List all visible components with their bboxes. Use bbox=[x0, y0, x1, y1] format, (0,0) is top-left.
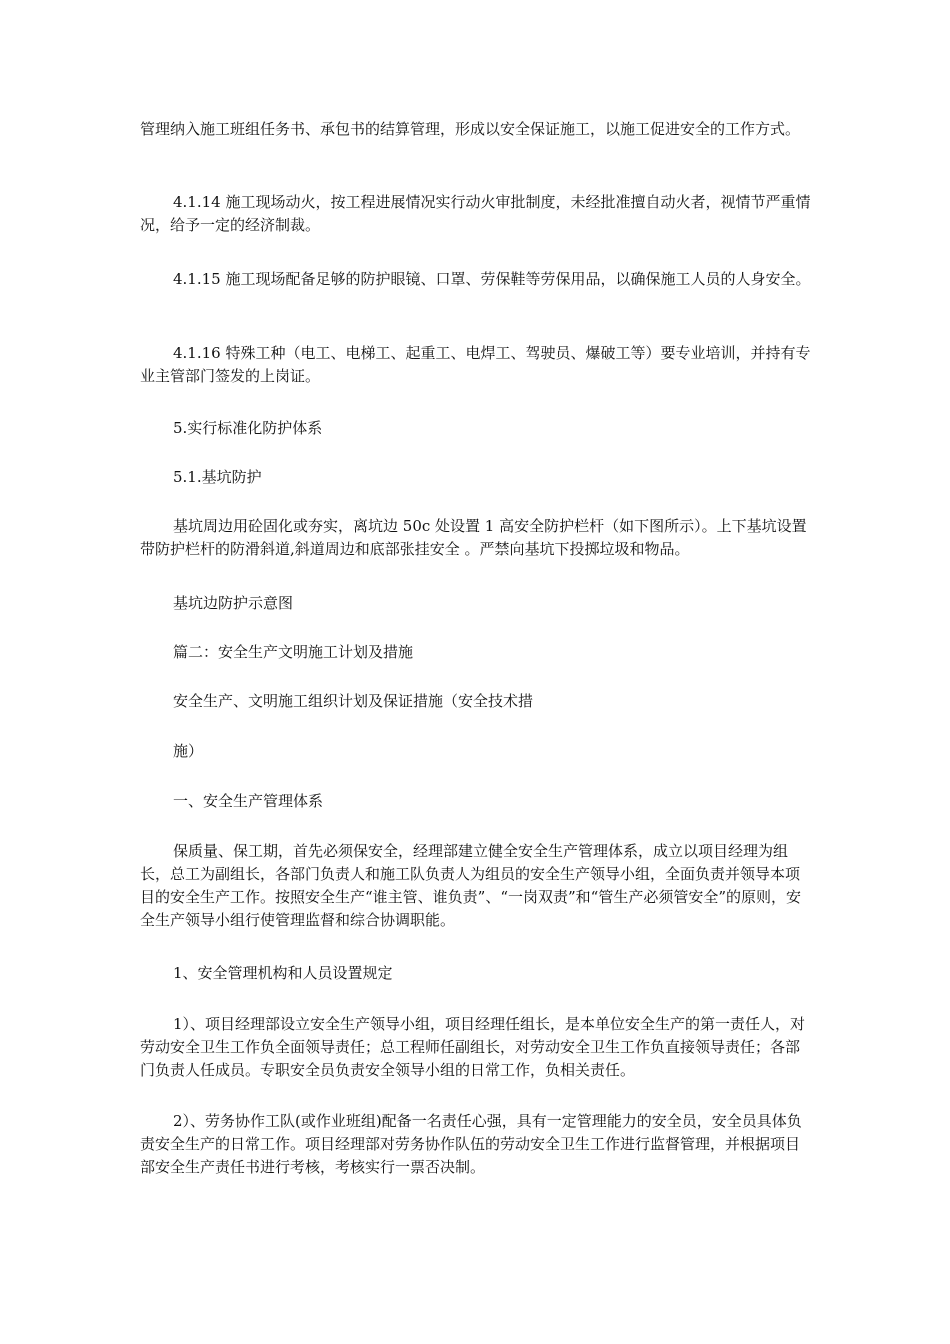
title-line-1: 安全生产、文明施工组织计划及保证措施（安全技术措 bbox=[173, 692, 534, 710]
heading-organization: 1、安全管理机构和人员设置规定 bbox=[173, 964, 393, 982]
paragraph-foundation-pit: 基坑周边用砼固化或夯实，离坑边 50c 处设置 1 高安全防护栏杆（如下图所示）。上下基坑设置带防护栏杆的防滑斜道,斜道周边和底部张挂安全 。严禁向基坑下投掷垃圾和物品。 bbox=[140, 517, 807, 558]
paragraph-4-1-15: 4.1.15 施工现场配备足够的防护眼镜、口罩、劳保鞋等劳保用品，以确保施工人员的人身安全。 bbox=[173, 270, 811, 288]
paragraph-4-1-16: 4.1.16 特殊工种（电工、电梯工、起重工、电焊工、驾驶员、爆破工等）要专业培训，并持有专业主管部门签发的上岗证。 bbox=[140, 344, 811, 385]
paragraph-item-2: 2）、劳务协作工队(或作业班组)配备一名责任心强，具有一定管理能力的安全员，安全员具体负责安全生产的日常工作。项目经理部对劳务协作队伍的劳动安全卫生工作进行监督管理，并根据项目部安全生产责任书进行考核，考核实行一票否决制。 bbox=[140, 1112, 802, 1176]
heading-part-two: 篇二：安全生产文明施工计划及措施 bbox=[173, 643, 414, 661]
paragraph-4-1-14: 4.1.14 施工现场动火，按工程进展情况实行动火审批制度，未经批准擅自动火者，视情节严重情况，给予一定的经济制裁。 bbox=[140, 193, 811, 234]
paragraph-continuation: 管理纳入施工班组任务书、承包书的结算管理，形成以安全保证施工，以施工促进安全的工作方式。 bbox=[140, 120, 801, 138]
heading-section-5: 5.实行标准化防护体系 bbox=[173, 419, 323, 437]
paragraph-item-1: 1）、项目经理部设立安全生产领导小组，项目经理任组长，是本单位安全生产的第一责任人，对劳动安全卫生工作负全面领导责任；总工程师任副组长，对劳动安全卫生工作负直接领导责任；各部门负责人任成员。专职安全员负责安全领导小组的日常工作，负相关责任。 bbox=[140, 1015, 806, 1079]
title-line-2: 施） bbox=[173, 742, 204, 760]
figure-caption: 基坑边防护示意图 bbox=[173, 594, 294, 612]
heading-section-5-1: 5.1.基坑防护 bbox=[173, 468, 262, 486]
heading-safety-system: 一、安全生产管理体系 bbox=[173, 792, 324, 810]
paragraph-safety-system: 保质量、保工期，首先必须保安全，经理部建立健全安全生产管理体系，成立以项目经理为组长，总工为副组长，各部门负责人和施工队负责人为组员的安全生产领导小组，全面负责并领导本项目的安全生产工作。按照安全生产“谁主管、谁负责”、“一岗双责”和“管生产必须管安全”的原则，安全生产领导小组行使管理监督和综合协调职能。 bbox=[140, 842, 802, 929]
